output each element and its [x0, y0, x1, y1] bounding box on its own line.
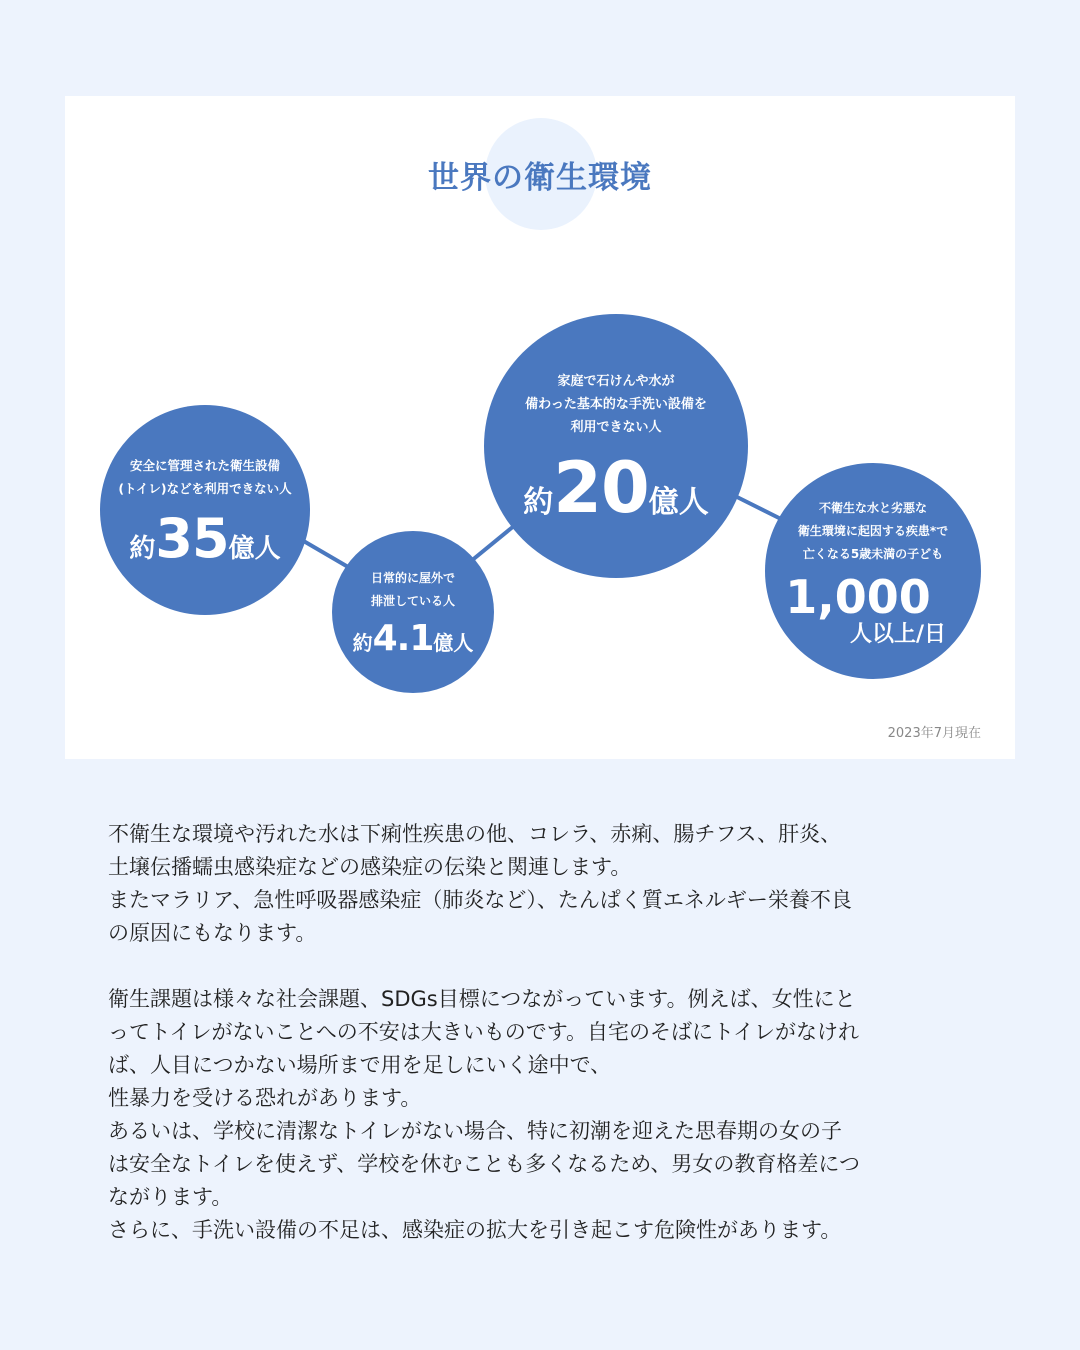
stat-prefix: 約 [523, 484, 554, 520]
body-text [108, 818, 988, 1247]
stat-suffix: 億人 [648, 484, 709, 520]
stat-circle-handwashing [484, 314, 748, 578]
date-note: 2023年7月現在 [887, 726, 981, 741]
body-line: は安全なトイレを使えず、学校を休むことも多くなるため、男女の教育格差につ [108, 1152, 861, 1176]
stat-circle-child-deaths [765, 463, 981, 679]
circle-desc-line: 亡くなる5歳未満の子ども [802, 546, 944, 561]
infographic-title: 世界の衛生環境 [428, 160, 652, 196]
circle-desc-line: 安全に管理された衛生設備 [129, 458, 280, 473]
body-line: またマラリア、急性呼吸器感染症（肺炎など）、たんぱく質エネルギー栄養不良 [108, 888, 852, 912]
stat-circle-open-defecation [332, 531, 494, 693]
stat-suffix: 億人 [228, 534, 281, 564]
infographic-card [65, 96, 1015, 759]
circle-desc-line: 不衛生な水と劣悪な [818, 500, 927, 515]
stat-number: 4.1 [372, 618, 434, 659]
body-line: 土壌伝播蠕虫感染症などの感染症の伝染と関連します。 [108, 855, 632, 879]
circle-desc-line: 家庭で石けんや水が [557, 373, 675, 389]
body-line: ながります。 [108, 1185, 233, 1209]
body-line: 不衛生な環境や汚れた水は下痢性疾患の他、コレラ、赤痢、腸チフス、肝炎、 [108, 822, 842, 846]
body-line: 衛生課題は様々な社会課題、SDGs目標につながっています。例えば、女性にと [108, 987, 856, 1011]
body-line: ってトイレがないことへの不安は大きいものです。自宅のそばにトイレがなけれ [108, 1020, 859, 1044]
circle-stat [352, 618, 474, 659]
circle-desc-line: 排泄している人 [370, 594, 455, 608]
stat-suffix: 人以上/日 [849, 621, 947, 647]
body-line: あるいは、学校に清潔なトイレがない場合、特に初潮を迎えた思春期の女の子 [108, 1119, 842, 1143]
stat-suffix: 億人 [433, 631, 474, 655]
stat-number: 1,000 [785, 569, 931, 624]
body-line: の原因にもなります。 [108, 921, 317, 945]
circle-desc-line: (トイレ)などを利用できない人 [118, 481, 292, 496]
circle-desc-line: 備わった基本的な手洗い設備を [525, 396, 707, 412]
stat-prefix: 約 [129, 534, 156, 564]
paragraph-gap [108, 950, 988, 983]
body-line: さらに、手洗い設備の不足は、感染症の拡大を引き起こす危険性があります。 [108, 1218, 842, 1242]
circle-desc-line: 日常的に屋外で [370, 571, 455, 585]
body-line: 性暴力を受ける恐れがあります。 [108, 1086, 422, 1110]
circle-stat [129, 507, 281, 570]
stat-number: 20 [553, 446, 649, 529]
stat-number: 35 [155, 507, 229, 570]
stat-prefix: 約 [352, 631, 373, 655]
circle-desc-line: 利用できない人 [570, 419, 662, 435]
circle-stat [523, 446, 709, 529]
stat-circle-sanitation [100, 405, 310, 615]
connector-3-4 [735, 496, 785, 521]
circle-desc-line: 衛生環境に起因する疾患*で [797, 523, 949, 538]
body-line: ば、人目につかない場所まで用を足しにいく途中で、 [108, 1053, 612, 1077]
